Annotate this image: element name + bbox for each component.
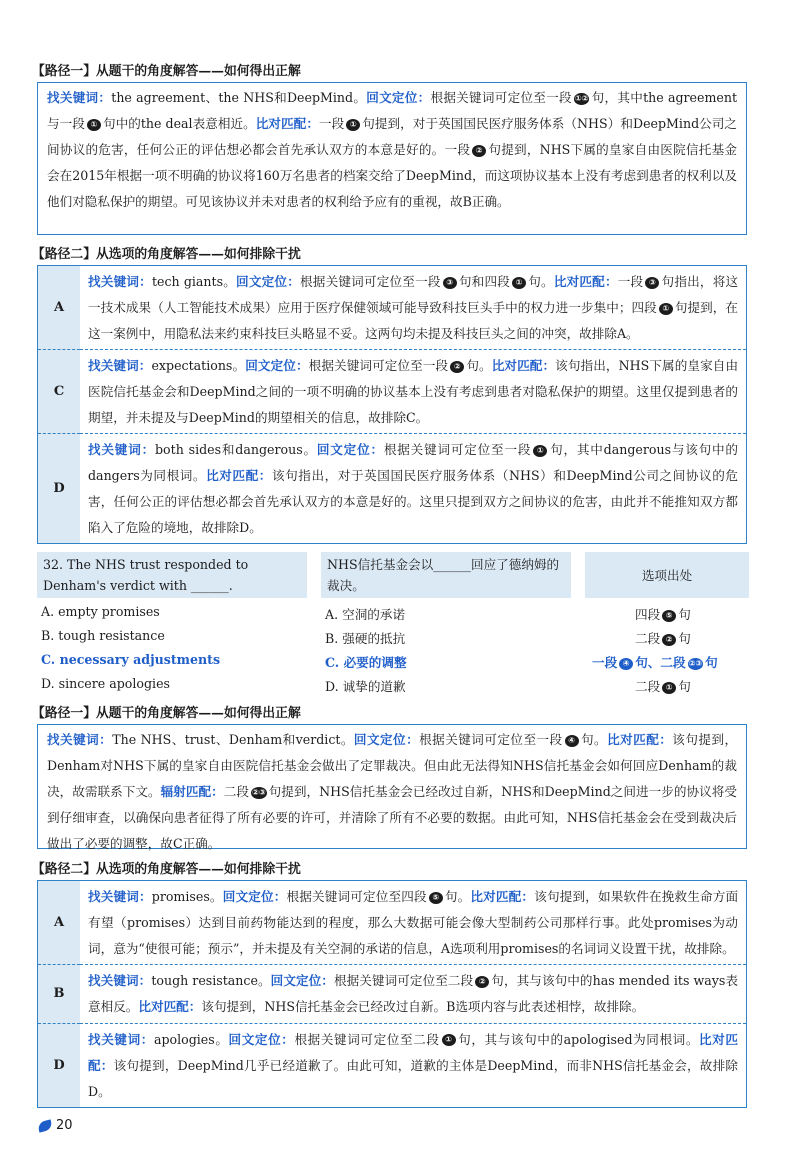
path-one-text: 找关键词：the agreement、the NHS和DeepMind。回文定位：根据关键词可定位至一段 ①② 句，其中the agreement与一段 ① 句中的the deal表意相近。比对匹配：一段 ① 句提到，对于英国国民医疗服务体系（NHS）和DeepMind公司之间协议的危害，任何公正的评估想必都会首先承认双方的本意是好的。一段 ② 句提到，NHS下属的皇家自由医院信托基金会在2015年根据一项不明确的协议将160万名患者的档案交给了DeepMind，而这项协议基本上没有考虑到患者的权利以及他们对隐私保护的期望。可见该协议并未对患者的权利给予应有的重视，故B正确。	[47, 90, 738, 209]
option-analysis: 找关键词：tech giants。回文定位：根据关键词可定位至一段 ③ 句和四段 ① 句。比对匹配：一段 ③ 句指出，将这一技术成果（人工智能技术成果）应用于医疗保健领域可能导致科技巨头手中的权力进一步集中；四段 ① 句提到，在这一案例中，用隐私法来约束科技巨头略显不妥。这两句均未提及科技巨头之间的冲突，故排除A。	[88, 274, 739, 341]
option-b-source: 二段 ② 句	[635, 631, 691, 646]
question-32-table	[37, 552, 749, 692]
leaf-icon	[37, 1119, 53, 1132]
option-analysis: 找关键词：both sides和dangerous。回文定位：根据关键词可定位至一段 ① 句，其中dangerous与该句中的dangers为同根词。比对匹配：该句指出，对于英国国民医疗服务体系（NHS）和DeepMind公司之间协议的危害，任何公正的评估想必都会首先承认双方的本意是好的。这里只提到双方之间协议的危害，由此并不能推知双方都陷入了危险的境地，故排除D。	[80, 433, 746, 543]
option-letter: C	[38, 349, 80, 433]
option-a-cn: A. 空洞的承诺	[325, 607, 406, 622]
option-letter: B	[38, 964, 80, 1022]
page-number: 20	[56, 1118, 73, 1133]
sentence-number-badge: ①②	[574, 93, 589, 103]
option-c-cn: C. 必要的调整	[325, 655, 407, 670]
option-letter: D	[38, 1023, 80, 1107]
option-source-header: 选项出处	[585, 552, 749, 598]
path-two-options-box	[37, 265, 747, 544]
path-two-heading-q32: 【路径二】从选项的角度解答——如何排除干扰	[32, 862, 301, 877]
path-one-answer-box	[37, 82, 747, 235]
option-analysis: 找关键词：expectations。回文定位：根据关键词可定位至一段 ② 句。比对匹配：该句指出，NHS下属的皇家自由医院信托基金会和DeepMind之间的一项不明确的协议基本上没有考虑到患者对隐私保护的期望。这里仅提到患者的期望，并未提及与DeepMind的期望相关的信息，故排除C。	[80, 349, 746, 433]
option-letter: A	[38, 881, 80, 964]
option-c-en: C. necessary adjustments	[41, 652, 221, 667]
radiate-match-label: 辐射匹配：	[160, 784, 224, 799]
path-one-heading-q32: 【路径一】从题干的角度解答——如何得出正解	[32, 706, 301, 721]
option-b-cn: B. 强硬的抵抗	[325, 631, 406, 646]
option-d-source: 二段 ① 句	[635, 679, 691, 694]
option-letter: D	[38, 433, 80, 543]
path-one-text-q32: 找关键词：The NHS、trust、Denham和verdict。回文定位：根据关键词可定位至一段 ④ 句。比对匹配：该句提到，Denham对NHS下属的皇家自由医院信托基金会做出了定罪裁决。但由此无法得知NHS信托基金会如何回应Denham的裁决，故需联系下文。辐射匹配：二段 ②③ 句提到，NHS信托基金会已经改过自新，NHS和DeepMind之间进一步的协议将受到仔细审查，以确保向患者征得了所有必要的许可，并清除了所有不必要的数据。由此可知，NHS信托基金会在受到裁决后做出了必要的调整，故C正确。	[47, 732, 738, 851]
sentence-number-badge: ①	[346, 119, 360, 131]
page-footer	[38, 1118, 73, 1133]
option-a-source: 四段 ⑤ 句	[635, 607, 691, 622]
locate-label: 回文定位：	[366, 90, 431, 105]
option-analysis: 找关键词：promises。回文定位：根据关键词可定位至四段 ⑤ 句。比对匹配：该句提到，如果软件在挽救生命方面有望（promises）达到目前药物能达到的程度，那么大数据可能会像大型制药公司那样行事。此处promises为动词，意为“使很可能；预示”，并未提及有关空洞的承诺的信息，A选项利用promises的名词词义设置干扰，故排除。	[88, 889, 739, 956]
option-b-en: B. tough resistance	[41, 628, 165, 643]
option-c-source: 一段 ④ 句、二段 ②③ 句	[592, 655, 718, 670]
sentence-number-badge: ②	[472, 145, 486, 157]
path-two-heading: 【路径二】从选项的角度解答——如何排除干扰	[32, 247, 301, 262]
sentence-number-badge: ①	[87, 119, 101, 131]
option-a-en: A. empty promises	[41, 604, 160, 619]
find-keyword-label: 找关键词：	[47, 90, 112, 105]
option-d-cn: D. 诚挚的道歉	[325, 679, 406, 694]
path-one-heading: 【路径一】从题干的角度解答——如何得出正解	[32, 64, 301, 79]
match-label: 比对匹配：	[255, 116, 319, 131]
question-stem-cn: NHS信托基金会以______回应了德纳姆的裁决。	[321, 552, 571, 598]
path-two-options-box-q32	[37, 880, 747, 1108]
path-one-answer-box-q32	[37, 724, 747, 849]
question-stem-en: 32. The NHS trust responded to Denham's verdict with ______.	[37, 552, 307, 598]
option-analysis: 找关键词：apologies。回文定位：根据关键词可定位至二段 ① 句，其与该句中的apologised为同根词。比对匹配：该句提到，DeepMind几乎已经道歉了。由此可知，道歉的主体是DeepMind，而非NHS信托基金会，故排除D。	[80, 1023, 746, 1107]
option-analysis: 找关键词：tough resistance。回文定位：根据关键词可定位至二段 ② 句，其与该句中的has mended its ways表意相反。比对匹配：该句提到，NHS信托基金会已经改过自新。B选项内容与此表述相悖，故排除。	[80, 964, 746, 1022]
option-letter: A	[38, 266, 80, 349]
option-d-en: D. sincere apologies	[41, 676, 171, 691]
